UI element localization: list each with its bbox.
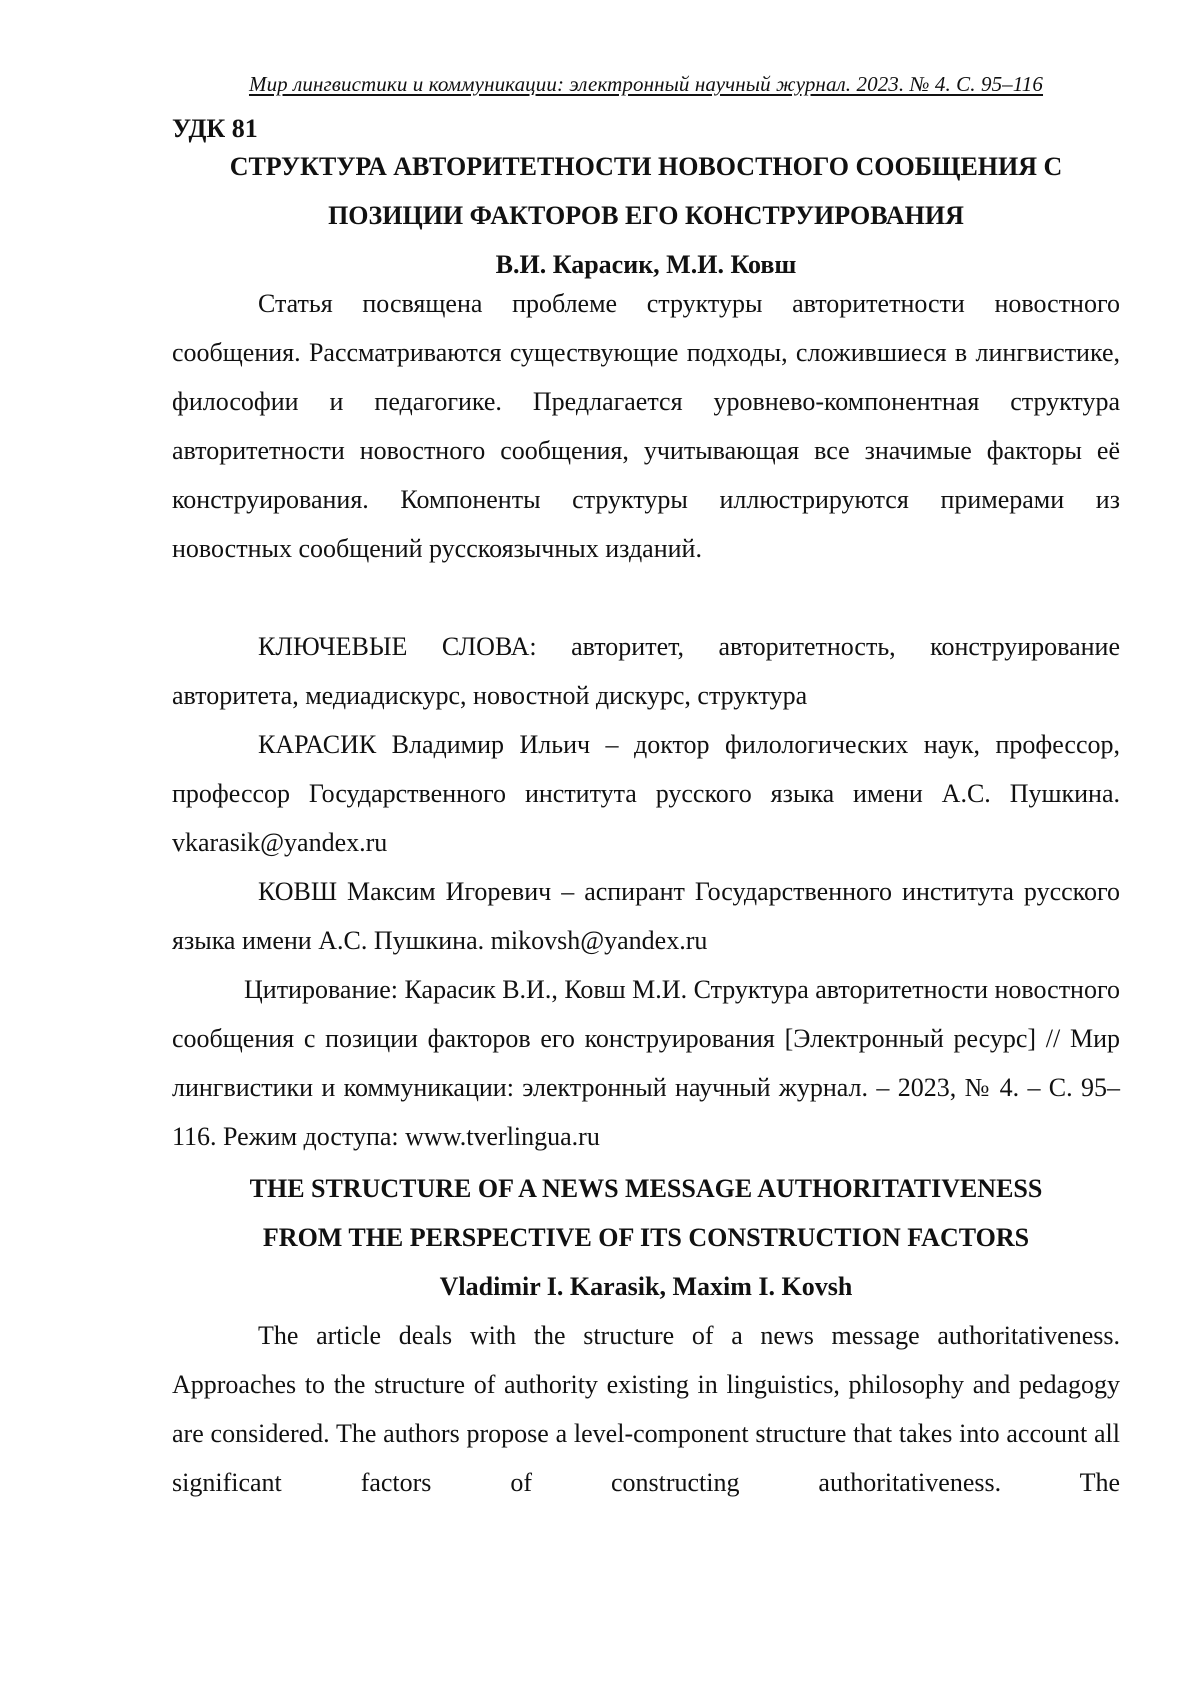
citation-ru: Цитирование: Карасик В.И., Ковш М.И. Структура авторитетности новостного сообщения с позиции факторов его конструирования [Электронный ресурс] // Мир лингвистики и коммуникации: электронный научный журнал. – 2023, № 4. – С. 95–116. Режим доступа: www.tverlingua.ru: [172, 965, 1120, 1161]
authors-en: Vladimir I. Karasik, Maxim I. Kovsh: [172, 1262, 1120, 1311]
title-ru-line1: СТРУКТУРА АВТОРИТЕТНОСТИ НОВОСТНОГО СООБЩЕНИЯ С: [172, 142, 1120, 191]
abstract-en: The article deals with the structure of a news message authoritativeness. Approaches to the structure of authority existing in linguistics, philosophy and pedagogy are considered. The authors propose a level-component structure that takes into account all significant factors of constructing authoritativeness. The: [172, 1311, 1120, 1507]
abstract-ru: Статья посвящена проблеме структуры авторитетности новостного сообщения. Рассматриваются существующие подходы, сложившиеся в лингвистике, философии и педагогике. Предлагается уровнево-компонентная структура авторитетности новостного сообщения, учитывающая все значимые факторы её конструирования. Компоненты структуры иллюстрируются примерами из новостных сообщений русскоязычных изданий.: [172, 279, 1120, 573]
title-en-line2: FROM THE PERSPECTIVE OF ITS CONSTRUCTION FACTORS: [172, 1213, 1120, 1262]
title-en-line1: THE STRUCTURE OF A NEWS MESSAGE AUTHORITATIVENESS: [172, 1164, 1120, 1213]
author1-info-ru: КАРАСИК Владимир Ильич – доктор филологических наук, профессор, профессор Государственного института русского языка имени А.С. Пушкина. vkarasik@yandex.ru: [172, 720, 1120, 867]
udk-code: УДК 81: [172, 114, 258, 144]
title-ru-line2: ПОЗИЦИИ ФАКТОРОВ ЕГО КОНСТРУИРОВАНИЯ: [172, 191, 1120, 240]
running-head: Мир лингвистики и коммуникации: электронный научный журнал. 2023. № 4. С. 95–116: [172, 72, 1120, 97]
author2-info-ru: КОВШ Максим Игоревич – аспирант Государственного института русского языка имени А.С. Пушкина. mikovsh@yandex.ru: [172, 867, 1120, 965]
keywords-ru: КЛЮЧЕВЫЕ СЛОВА: авторитет, авторитетность, конструирование авторитета, медиадискурс, новостной дискурс, структура: [172, 622, 1120, 720]
authors-ru: В.И. Карасик, М.И. Ковш: [172, 240, 1120, 289]
